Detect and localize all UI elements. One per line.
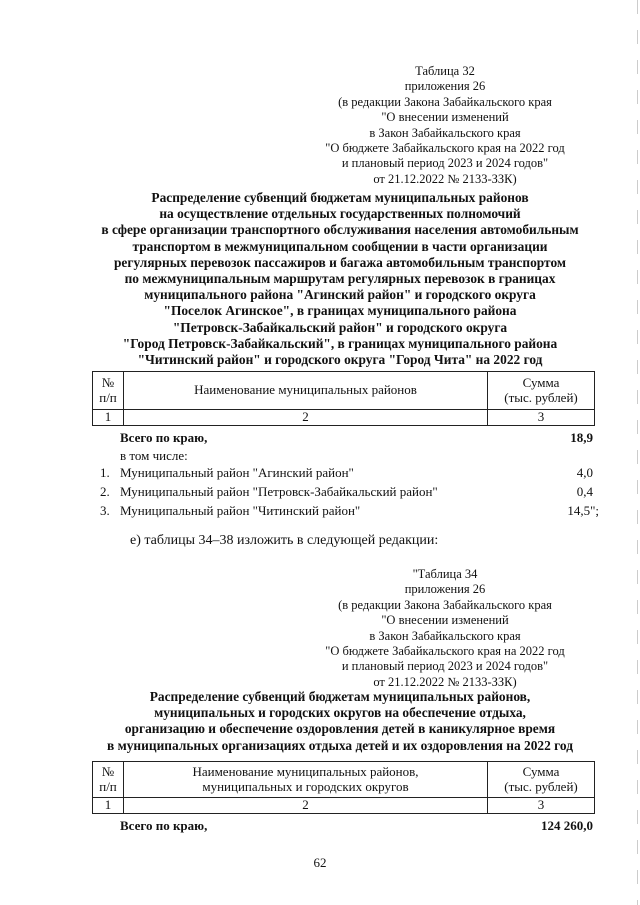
title-line: Распределение субвенций бюджетам муниципальных районов <box>151 190 529 205</box>
amendment-paragraph: е) таблицы 34–38 изложить в следующей редакции: <box>130 533 439 548</box>
col-num-index: 1 <box>93 798 124 814</box>
page-number: 62 <box>313 855 327 870</box>
header-line: "О бюджете Забайкальского края на 2022 год <box>325 141 565 156</box>
item-num: 2. <box>100 484 110 499</box>
title-line: муниципальных и городских округов на обеспечение отдыха, <box>154 705 526 721</box>
total-label: Всего по краю, <box>120 430 208 445</box>
header-line: (в редакции Закона Забайкальского края <box>338 597 552 612</box>
item-name: Муниципальный район "Читинский район" <box>120 503 361 518</box>
col-name-index: 2 <box>124 798 488 814</box>
title-line: в сфере организации транспортного обслуживания населения автомобильным <box>101 222 579 238</box>
col-name-head: Наименование муниципальных районов <box>124 372 488 410</box>
title-line: "Поселок Агинское", в границах муниципального района <box>163 303 517 319</box>
header-line: (в редакции Закона Забайкальского края <box>338 94 552 109</box>
table32-header <box>300 64 590 187</box>
header-line: "О бюджете Забайкальского края на 2022 год <box>325 644 565 659</box>
total-label: Всего по краю, <box>120 818 208 833</box>
table34-header <box>300 567 590 690</box>
item-name: Муниципальный район "Агинский район" <box>120 465 354 480</box>
table32-head <box>92 371 595 426</box>
header-line: Таблица 32 <box>415 64 475 78</box>
item-value: 14,5"; <box>567 503 599 518</box>
header-line: и плановый период 2023 и 2024 годов" <box>341 156 549 171</box>
total-value: 18,9 <box>570 430 593 445</box>
header-line: от 21.12.2022 № 2133-ЗЗК) <box>373 674 517 689</box>
header-line: "Таблица 34 <box>412 567 478 581</box>
title-line: организацию и обеспечение оздоровления детей в каникулярное время <box>124 721 556 737</box>
col-sum-head: Сумма (тыс. рублей) <box>488 372 595 410</box>
item-num: 1. <box>100 465 110 480</box>
title-line: транспортом в межмуниципальном сообщении в части организации <box>132 238 548 254</box>
table34-title <box>70 689 610 754</box>
title-line: "Читинский район" и городского округа "Город Чита" на 2022 год <box>137 352 543 368</box>
title-line: по межмуниципальным маршрутам регулярных перевозок в границах <box>124 271 556 287</box>
scan-edge-divider <box>637 0 638 905</box>
header-line: "О внесении изменений <box>381 110 509 125</box>
col-num-head: № п/п <box>93 762 124 798</box>
title-line: на осуществление отдельных государственных полномочий <box>159 206 521 222</box>
header-line: "О внесении изменений <box>381 613 509 628</box>
item-name: Муниципальный район "Петровск-Забайкальский район" <box>120 484 438 499</box>
col-name-head: Наименование муниципальных районов, муниципальных и городских округов <box>124 762 488 798</box>
col-sum-head: Сумма (тыс. рублей) <box>488 762 595 798</box>
including-label: в том числе: <box>120 448 188 463</box>
title-line: "Город Петровск-Забайкальский", в границах муниципального района <box>122 335 558 351</box>
col-num-head: № п/п <box>93 372 124 410</box>
header-line: и плановый период 2023 и 2024 годов" <box>341 659 549 674</box>
item-value: 4,0 <box>576 465 593 480</box>
table34-head <box>92 761 595 814</box>
header-line: приложения 26 <box>404 79 486 94</box>
header-line: от 21.12.2022 № 2133-ЗЗК) <box>373 171 517 186</box>
table32-title <box>70 190 610 368</box>
col-sum-index: 3 <box>488 798 595 814</box>
title-line: муниципального района "Агинский район" и городского округа <box>144 287 536 303</box>
title-line: в муниципальных организациях отдыха детей и их оздоровления на 2022 год <box>107 737 573 753</box>
header-line: в Закон Забайкальского края <box>369 125 521 140</box>
title-line: Распределение субвенций бюджетам муниципальных районов, <box>149 689 531 704</box>
total-value: 124 260,0 <box>541 818 593 833</box>
col-num-index: 1 <box>93 410 124 426</box>
col-name-index: 2 <box>124 410 488 426</box>
title-line: регулярных перевозок пассажиров и багажа автомобильным транспортом <box>113 254 567 270</box>
title-line: "Петровск-Забайкальский район" и городского округа <box>172 319 508 335</box>
item-num: 3. <box>100 503 110 518</box>
col-sum-index: 3 <box>488 410 595 426</box>
header-line: в Закон Забайкальского края <box>369 628 521 643</box>
item-value: 0,4 <box>576 484 593 499</box>
header-line: приложения 26 <box>404 582 486 597</box>
